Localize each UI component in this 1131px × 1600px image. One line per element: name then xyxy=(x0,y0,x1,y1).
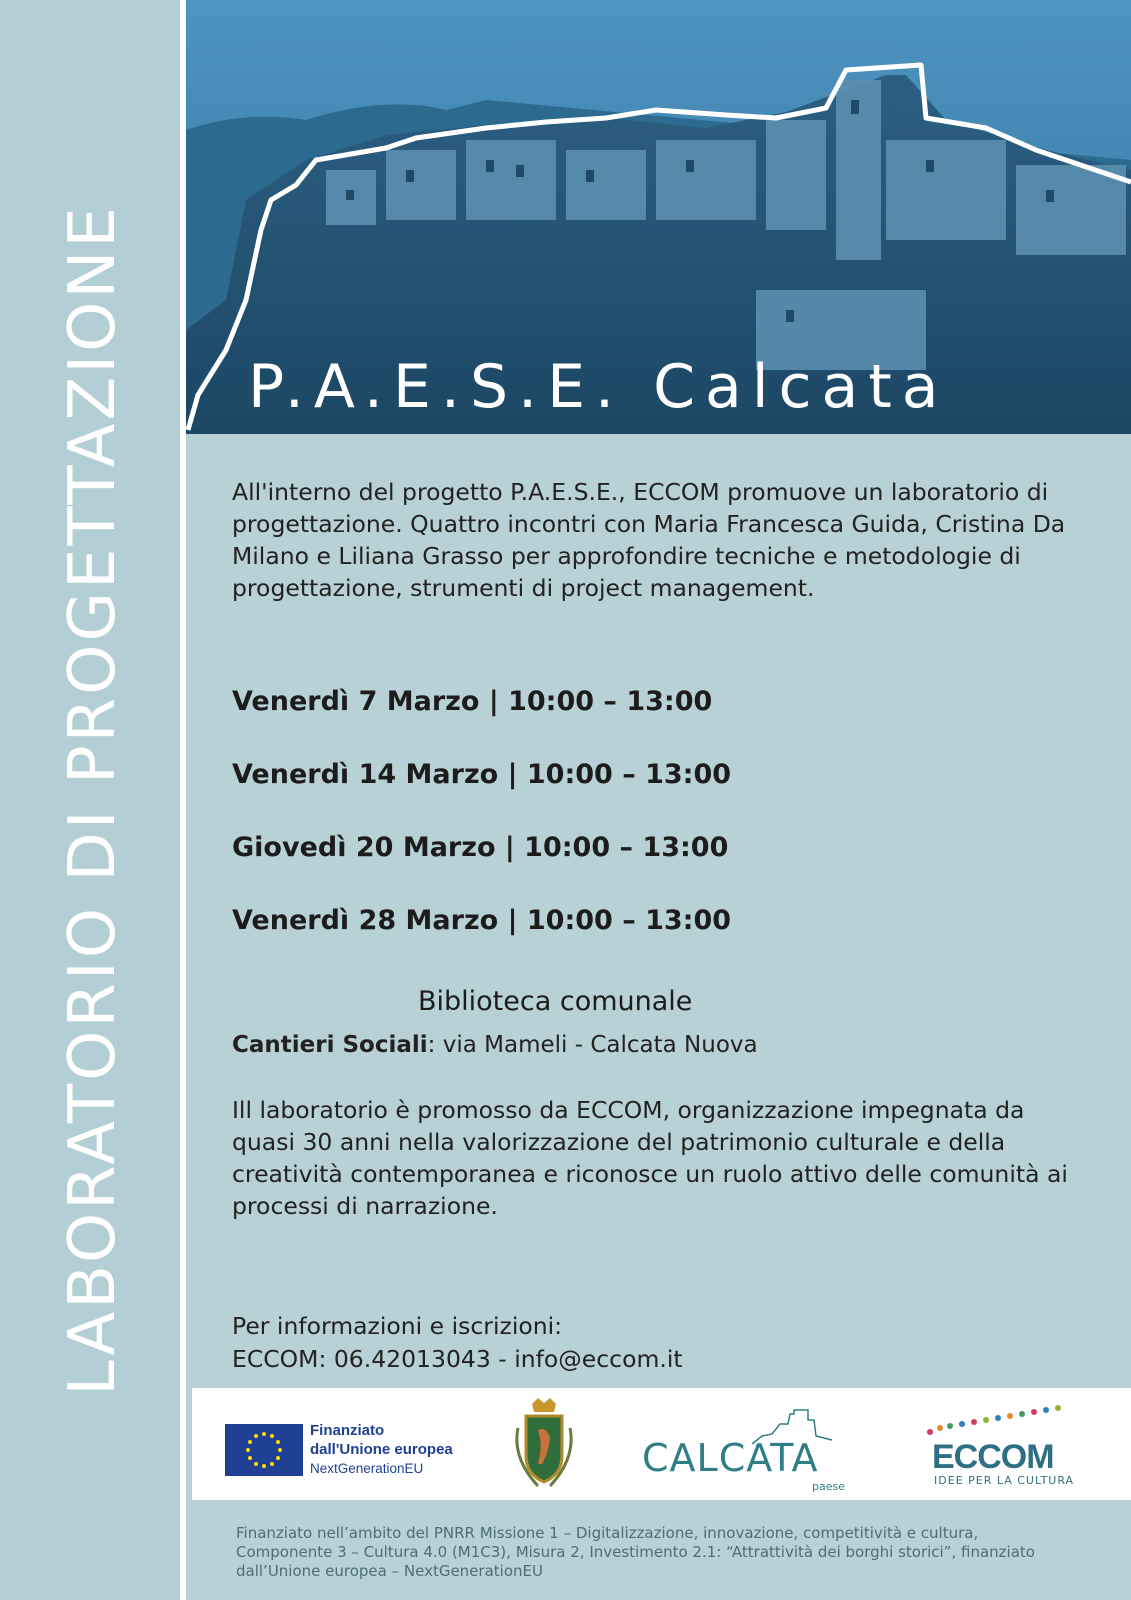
venue-place: Cantieri Sociali xyxy=(232,1032,428,1058)
eccom-logo-text: ECCOM xyxy=(932,1438,1054,1476)
session-item: Giovedì 20 Marzo | 10:00 – 13:00 xyxy=(232,832,729,863)
vertical-title: LABORATORIO DI PROGETTAZIONE xyxy=(56,204,130,1396)
session-item: Venerdì 7 Marzo | 10:00 – 13:00 xyxy=(232,686,713,717)
intro-paragraph: All'interno del progetto P.A.E.S.E., ECCOM promuove un laboratorio di progettazione. Quattro incontri con Maria Francesca Guida, Cristina Da Milano e Liliana Grasso per approfondire tecniche e metodologie di progettazione, strumenti di project management. xyxy=(232,478,1066,602)
venue-name: Biblioteca comunale xyxy=(418,986,693,1017)
sidebar-band xyxy=(0,0,186,1600)
eu-line3: NextGenerationEU xyxy=(310,1461,424,1476)
venue-address xyxy=(232,1032,758,1058)
eu-line1: Finanziato xyxy=(310,1422,385,1439)
eu-flag-icon xyxy=(225,1424,303,1476)
footer xyxy=(192,1500,1131,1600)
venue-street: : via Mameli - Calcata Nuova xyxy=(427,1032,758,1058)
hero-image xyxy=(186,0,1131,434)
session-list xyxy=(232,686,731,978)
session-item: Venerdì 28 Marzo | 10:00 – 13:00 xyxy=(232,905,732,936)
promo-paragraph: Ill laboratorio è promosso da ECCOM, organizzazione impegnata da quasi 30 anni nella valorizzazione del patrimonio culturale e della creatività contemporanea e riconosce un ruolo attivo delle comunità ai processi di narrazione. xyxy=(232,1096,1068,1220)
contact-line: ECCOM: 06.42013043 - info@eccom.it xyxy=(232,1345,683,1373)
logo-strip xyxy=(192,1388,1131,1500)
eu-funding-label xyxy=(310,1421,453,1478)
session-item: Venerdì 14 Marzo | 10:00 – 13:00 xyxy=(232,759,732,790)
main-content xyxy=(192,434,1131,1388)
contact-label: Per informazioni e iscrizioni: xyxy=(232,1312,563,1340)
calcata-logo-sub: paese xyxy=(812,1480,845,1493)
funding-note: Finanziato nell’ambito del PNRR Missione 1 – Digitalizzazione, innovazione, competitività e cultura, Componente 3 – Cultura 4.0 (M1C3), Misura 2, Investimento 2.1: “Attrattività dei borghi storici”, finanziato dall’Unione europea – NextGenerationEU xyxy=(236,1524,1035,1580)
calcata-logo-text: CALCATA xyxy=(642,1436,819,1480)
municipal-crest-icon xyxy=(504,1398,584,1494)
eu-line2: dall'Unione europea xyxy=(310,1441,453,1458)
hero-title: P.A.E.S.E. Calcata xyxy=(248,352,949,422)
eccom-leaves-icon xyxy=(922,1402,1072,1442)
contact-block xyxy=(232,1310,683,1376)
eccom-logo-sub: IDEE PER LA CULTURA xyxy=(934,1474,1075,1487)
